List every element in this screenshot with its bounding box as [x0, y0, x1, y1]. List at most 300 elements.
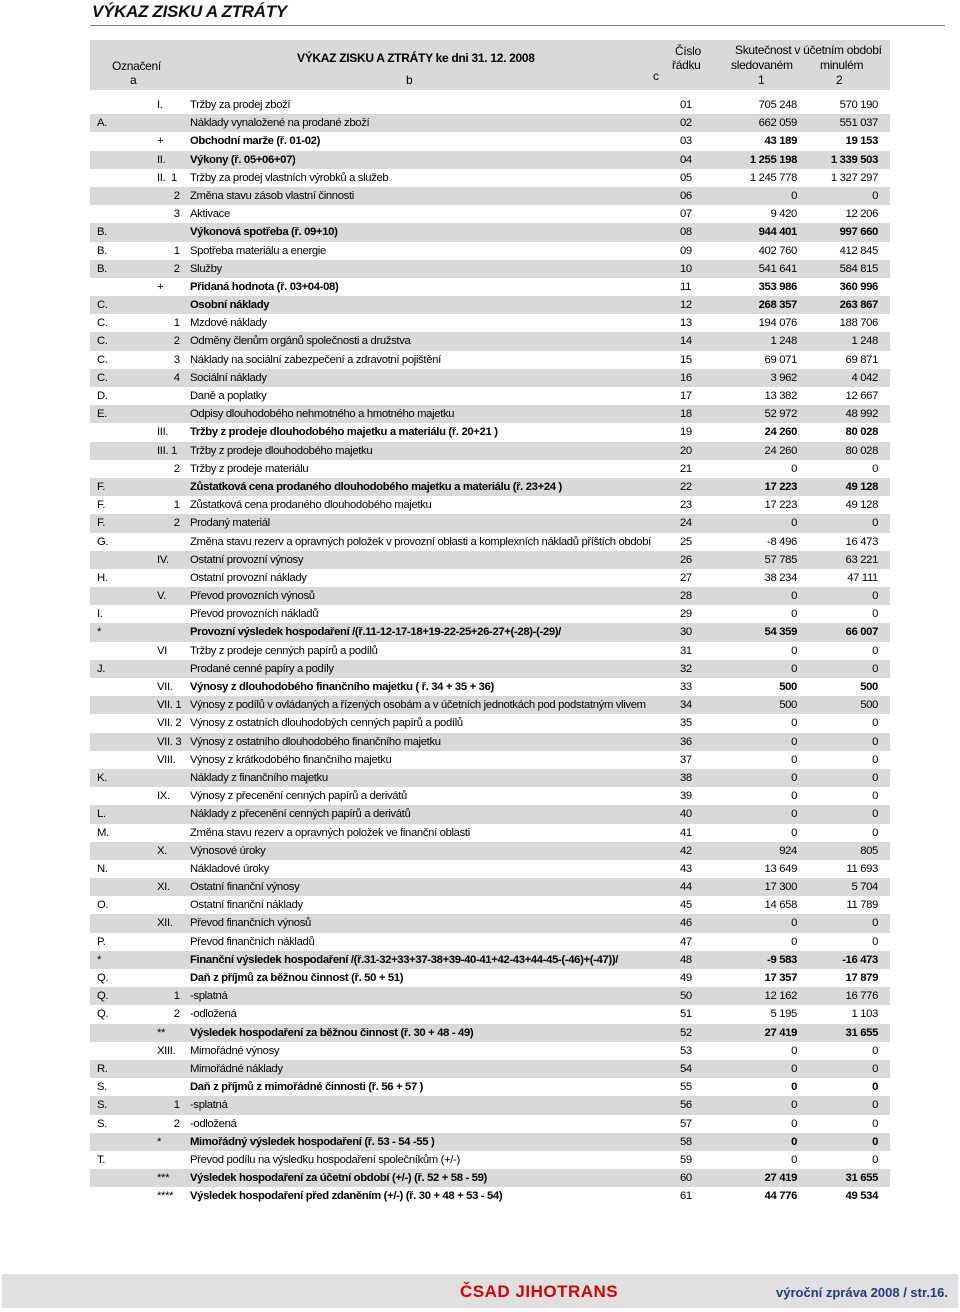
row-label: Zůstatková cena prodaného dlouhodobého majetku a materiálu (ř. 23+24 )	[190, 480, 562, 493]
row-mark: L.	[97, 808, 106, 821]
row-number: 01	[680, 99, 692, 111]
row-number: 43	[680, 862, 692, 875]
row-subindex: 1	[157, 317, 180, 330]
value-previous-period: 16 473	[845, 535, 878, 548]
row-mark: Q.	[97, 972, 109, 984]
value-current-period: 0	[791, 1153, 797, 1166]
header-label-skutecnost: Skutečnost v účetním období	[735, 43, 882, 57]
value-current-period: 0	[791, 735, 797, 748]
row-mark: M.	[97, 826, 109, 839]
value-previous-period: 31 655	[845, 1172, 878, 1185]
value-current-period: 500	[779, 699, 797, 712]
row-number: 21	[680, 462, 692, 475]
header-label-col1: 1	[758, 73, 765, 87]
table-row	[90, 387, 890, 405]
row-number: 56	[680, 1099, 692, 1112]
value-current-period: 52 972	[764, 408, 797, 421]
row-mark: B.	[97, 262, 107, 275]
value-previous-period: 0	[872, 808, 878, 821]
row-mark: A.	[97, 117, 107, 130]
row-number: 47	[680, 935, 692, 948]
row-mark: G.	[97, 535, 109, 548]
row-label: Mimořádné náklady	[190, 1062, 283, 1075]
row-label: Mzdové náklady	[190, 317, 267, 330]
row-label: Změna stavu rezerv a opravných položek ve finanční oblasti	[190, 826, 470, 839]
value-current-period: 13 649	[764, 862, 797, 875]
table-row	[90, 1024, 890, 1042]
row-subindex: 4	[157, 371, 180, 384]
row-subindex: 2	[157, 517, 180, 530]
value-current-period: 0	[791, 1044, 797, 1057]
row-number: 51	[680, 1008, 692, 1021]
value-current-period: 0	[791, 1081, 797, 1094]
table-row	[90, 278, 890, 296]
value-previous-period: 1 248	[851, 335, 878, 348]
row-number: 02	[680, 117, 692, 130]
row-label: Výkonová spotřeba (ř. 09+10)	[190, 226, 338, 239]
value-previous-period: 4 042	[851, 371, 878, 384]
row-subindex: 1	[157, 499, 180, 512]
table-row	[90, 296, 890, 314]
row-label: Služby	[190, 262, 222, 275]
value-previous-period: 47 111	[847, 571, 878, 584]
value-previous-period: 0	[872, 735, 878, 748]
row-label: Aktivace	[190, 208, 230, 221]
value-current-period: 27 419	[764, 1172, 797, 1185]
row-label: -odložená	[190, 1117, 237, 1130]
table-row	[90, 314, 890, 332]
row-mark: B.	[97, 226, 107, 239]
table-row	[90, 569, 890, 587]
table-row	[90, 769, 890, 787]
header-label-minulem: minulém	[820, 58, 864, 72]
header-label-b: b	[406, 73, 413, 87]
row-mark: C.	[97, 317, 108, 330]
value-current-period: 0	[791, 917, 797, 930]
value-previous-period: 49 128	[845, 499, 878, 512]
value-current-period: 24 260	[764, 444, 797, 457]
table-row	[90, 423, 890, 441]
row-number: 53	[680, 1044, 692, 1057]
table-row	[90, 151, 890, 169]
value-previous-period: 0	[872, 662, 878, 675]
row-number: 61	[680, 1190, 692, 1203]
row-label: Ostatní provozní výnosy	[190, 553, 304, 566]
row-subindex: XII.	[157, 917, 173, 930]
row-label: -splatná	[190, 990, 228, 1003]
table-row	[90, 623, 890, 641]
table-row	[90, 751, 890, 769]
value-previous-period: 0	[872, 517, 878, 530]
row-label: Sociální náklady	[190, 371, 267, 384]
value-previous-period: 80 028	[845, 426, 878, 439]
table-row	[90, 1096, 890, 1114]
row-number: 16	[680, 371, 692, 384]
value-current-period: 924	[779, 844, 797, 857]
value-previous-period: 584 815	[839, 262, 878, 275]
table-row	[90, 1169, 890, 1187]
row-mark: N.	[97, 862, 108, 875]
row-label: Osobní náklady	[190, 299, 270, 312]
value-current-period: 0	[791, 462, 797, 475]
value-current-period: 0	[791, 826, 797, 839]
row-mark: C.	[97, 353, 108, 366]
row-subindex: X.	[157, 844, 167, 857]
row-number: 38	[680, 771, 692, 784]
row-mark: C.	[97, 299, 108, 312]
row-number: 27	[680, 571, 692, 584]
row-number: 14	[680, 335, 692, 348]
row-label: Změna stavu zásob vlastní činnosti	[190, 189, 354, 202]
value-current-period: 0	[791, 644, 797, 657]
header-report-title: VÝKAZ ZISKU A ZTRÁTY ke dni 31. 12. 2008	[297, 51, 535, 65]
value-current-period: 0	[791, 1117, 797, 1130]
value-previous-period: 0	[872, 753, 878, 766]
row-number: 41	[680, 826, 692, 839]
value-current-period: 17 223	[764, 499, 797, 512]
row-mark: K.	[97, 771, 107, 784]
row-mark: S.	[97, 1117, 107, 1130]
row-mark: S.	[97, 1099, 107, 1112]
value-previous-period: 0	[872, 608, 878, 621]
row-subindex: 2	[157, 262, 180, 275]
value-current-period: 500	[779, 681, 797, 693]
row-mark: D.	[97, 390, 108, 402]
table-row	[90, 842, 890, 860]
header-label-oznaceni: Označení	[112, 59, 161, 73]
row-label: Odpisy dlouhodobého nehmotného a hmotného majetku	[190, 408, 455, 421]
table-row	[90, 1042, 890, 1060]
value-previous-period: 0	[872, 771, 878, 784]
value-current-period: 0	[791, 771, 797, 784]
table-header	[90, 40, 890, 90]
value-previous-period: 0	[872, 1062, 878, 1075]
row-number: 46	[680, 917, 692, 930]
table-row	[90, 223, 890, 241]
row-subindex: IV.	[157, 553, 169, 566]
row-label: Převod provozních výnosů	[190, 590, 315, 603]
value-current-period: -9 583	[767, 953, 797, 966]
row-subindex: VII. 3	[157, 735, 182, 748]
row-label: Odměny členům orgánů společnosti a družstva	[190, 335, 411, 348]
header-label-c: c	[653, 69, 659, 83]
value-current-period: 268 357	[758, 299, 797, 312]
row-number: 25	[680, 535, 692, 548]
table-row	[90, 551, 890, 569]
row-label: -splatná	[190, 1099, 228, 1112]
value-previous-period: 997 660	[839, 226, 878, 239]
row-label: Provozní výsledek hospodaření /(ř.11-12-17-18+19-22-25+26-27+(-28)-(-29)/	[190, 626, 561, 639]
row-label: Výnosy z krátkodobého finančního majetku	[190, 753, 392, 766]
row-label: Spotřeba materiálu a energie	[190, 244, 326, 257]
row-label: Tržby z prodeje materiálu	[190, 462, 309, 475]
value-previous-period: 0	[872, 1135, 878, 1148]
row-number: 42	[680, 844, 692, 857]
row-number: 50	[680, 990, 692, 1003]
row-subindex: XI.	[157, 881, 170, 894]
value-current-period: 38 234	[764, 571, 797, 584]
table-row	[90, 896, 890, 914]
value-previous-period: 0	[872, 826, 878, 839]
page-footer	[2, 1274, 958, 1308]
row-label: Obchodní marže (ř. 01-02)	[190, 135, 320, 148]
table-row	[90, 678, 890, 696]
income-statement-table	[90, 96, 890, 1205]
row-number: 03	[680, 135, 692, 148]
value-current-period: 0	[791, 790, 797, 803]
row-number: 32	[680, 662, 692, 675]
table-row	[90, 660, 890, 678]
row-subindex: 2	[157, 1117, 180, 1130]
row-number: 26	[680, 553, 692, 566]
table-row	[90, 987, 890, 1005]
footer-brand: ČSAD JIHOTRANS	[460, 1282, 619, 1301]
value-current-period: 0	[791, 1062, 797, 1075]
row-subindex: I.	[157, 99, 163, 111]
row-mark: Q.	[97, 990, 109, 1003]
row-subindex: 2	[157, 1008, 180, 1021]
row-mark: O.	[97, 899, 109, 912]
value-current-period: 1 255 198	[749, 153, 797, 166]
row-mark: C.	[97, 335, 108, 348]
row-number: 39	[680, 790, 692, 803]
row-subindex: ***	[157, 1172, 170, 1185]
row-number: 17	[680, 390, 692, 402]
row-number: 05	[680, 171, 692, 184]
row-subindex: 2	[157, 462, 180, 475]
row-subindex: 3	[157, 208, 180, 221]
value-current-period: 57 785	[764, 553, 797, 566]
value-previous-period: 69 871	[845, 353, 878, 366]
row-subindex: ****	[157, 1190, 174, 1203]
row-mark: T.	[97, 1153, 106, 1166]
row-subindex: 2	[157, 335, 180, 348]
row-label: Převod finančních výnosů	[190, 917, 311, 930]
table-row	[90, 242, 890, 260]
value-previous-period: 12 206	[845, 208, 878, 221]
value-previous-period: 0	[872, 1044, 878, 1057]
row-mark: C.	[97, 371, 108, 384]
row-label: Výnosové úroky	[190, 844, 266, 857]
value-current-period: 944 401	[758, 226, 797, 239]
table-row	[90, 478, 890, 496]
value-current-period: 13 382	[764, 390, 797, 402]
row-mark: *	[97, 626, 102, 639]
row-number: 24	[680, 517, 692, 530]
value-current-period: 0	[791, 717, 797, 730]
row-number: 06	[680, 189, 692, 202]
table-row	[90, 1133, 890, 1151]
row-subindex: **	[157, 1026, 166, 1039]
value-current-period: 0	[791, 189, 797, 202]
table-row	[90, 1151, 890, 1169]
row-subindex: 1	[157, 244, 180, 257]
title-divider	[90, 25, 945, 26]
table-row	[90, 1005, 890, 1023]
row-subindex: 1	[157, 1099, 180, 1112]
table-row	[90, 696, 890, 714]
value-current-period: 0	[791, 662, 797, 675]
row-number: 36	[680, 735, 692, 748]
table-row	[90, 642, 890, 660]
value-current-period: 0	[791, 935, 797, 948]
row-subindex: +	[157, 135, 164, 148]
value-previous-period: 1 339 503	[830, 153, 878, 166]
value-current-period: 0	[791, 753, 797, 766]
value-current-period: 0	[791, 517, 797, 530]
table-row	[90, 205, 890, 223]
value-current-period: 54 359	[764, 626, 797, 639]
row-number: 11	[680, 280, 692, 293]
table-row	[90, 496, 890, 514]
row-subindex: 3	[157, 353, 180, 366]
row-number: 22	[680, 480, 692, 493]
table-row	[90, 587, 890, 605]
value-previous-period: 11 789	[846, 899, 878, 912]
row-subindex: *	[157, 1135, 162, 1148]
row-mark: F.	[97, 499, 106, 512]
table-row	[90, 969, 890, 987]
value-current-period: 12 162	[764, 990, 797, 1003]
value-current-period: 0	[791, 1099, 797, 1112]
value-current-period: 3 962	[770, 371, 797, 384]
row-label: Tržby z prodeje dlouhodobého majetku	[190, 444, 373, 457]
row-mark: F.	[97, 517, 106, 530]
table-row	[90, 878, 890, 896]
table-row	[90, 514, 890, 532]
value-previous-period: 0	[872, 462, 878, 475]
value-current-period: 44 776	[764, 1190, 797, 1203]
row-label: Ostatní finanční výnosy	[190, 881, 300, 894]
row-label: Tržby za prodej zboží	[190, 99, 291, 111]
row-number: 35	[680, 717, 692, 730]
table-row	[90, 824, 890, 842]
table-row	[90, 332, 890, 350]
table-row	[90, 787, 890, 805]
value-previous-period: 0	[872, 590, 878, 603]
value-previous-period: 19 153	[845, 135, 878, 148]
row-number: 34	[680, 699, 692, 712]
row-label: Prodané cenné papíry a podíly	[190, 662, 334, 675]
row-number: 52	[680, 1026, 692, 1039]
table-row	[90, 860, 890, 878]
row-label: Výsledek hospodaření za běžnou činnost (ř. 30 + 48 - 49)	[190, 1026, 474, 1039]
row-number: 15	[680, 353, 692, 366]
row-number: 20	[680, 444, 692, 457]
value-previous-period: 1 327 297	[830, 171, 878, 184]
row-label: Převod provozních nákladů	[190, 608, 319, 621]
value-previous-period: 551 037	[839, 117, 878, 130]
row-subindex: VII. 2	[157, 717, 182, 730]
value-previous-period: 360 996	[839, 280, 878, 293]
row-subindex: II.	[157, 153, 166, 166]
row-label: Tržby z prodeje dlouhodobého majetku a materiálu (ř. 20+21 )	[190, 426, 498, 439]
value-previous-period: 0	[872, 1117, 878, 1130]
table-row	[90, 533, 890, 551]
row-subindex: IX.	[157, 790, 170, 803]
table-row	[90, 96, 890, 114]
header-label-radku: řádku	[672, 58, 701, 72]
row-number: 33	[680, 681, 692, 693]
row-label: Přidaná hodnota (ř. 03+04-08)	[190, 280, 339, 293]
row-subindex: III.	[157, 426, 169, 439]
value-previous-period: 48 992	[845, 408, 878, 421]
value-previous-period: 63 221	[845, 553, 878, 566]
value-current-period: 705 248	[758, 99, 797, 111]
row-number: 19	[680, 426, 692, 439]
row-label: Náklady na sociální zabezpečení a zdravotní pojištění	[190, 353, 441, 366]
value-current-period: 402 760	[758, 244, 797, 257]
row-subindex: VIII.	[157, 753, 176, 766]
row-subindex: 1	[157, 990, 180, 1003]
row-number: 28	[680, 590, 692, 603]
row-mark: H.	[97, 571, 108, 584]
row-label: Výnosy z přecenění cenných papírů a derivátů	[190, 790, 407, 803]
row-label: -odložená	[190, 1008, 237, 1021]
value-previous-period: 66 007	[845, 626, 878, 639]
row-number: 10	[680, 262, 692, 275]
row-label: Náklady z finančního majetku	[190, 771, 328, 784]
row-mark: B.	[97, 244, 107, 257]
row-mark: F.	[97, 480, 106, 493]
row-number: 13	[680, 317, 692, 330]
row-label: Tržby z prodeje cenných papírů a podílů	[190, 644, 378, 657]
row-number: 55	[680, 1081, 692, 1094]
table-row	[90, 351, 890, 369]
row-number: 48	[680, 953, 692, 966]
value-current-period: 17 357	[764, 972, 797, 984]
value-current-period: 662 059	[758, 117, 797, 130]
row-label: Náklady z přecenění cenných papírů a derivátů	[190, 808, 411, 821]
header-label-col2: 2	[836, 73, 843, 87]
value-current-period: 194 076	[758, 317, 797, 330]
row-number: 60	[680, 1172, 692, 1185]
row-number: 30	[680, 626, 692, 639]
row-label: Prodaný materiál	[190, 517, 270, 530]
row-label: Změna stavu rezerv a opravných položek v provozní oblasti a komplexních nákladů příštích období	[190, 535, 651, 548]
row-number: 09	[680, 244, 692, 257]
row-number: 08	[680, 226, 692, 239]
row-label: Výnosy z ostatních dlouhodobých cenných papírů a podílů	[190, 717, 463, 730]
value-previous-period: 0	[872, 717, 878, 730]
row-label: Výsledek hospodaření před zdaněním (+/-) (ř. 30 + 48 + 53 - 54)	[190, 1190, 503, 1203]
row-label: Ostatní finanční náklady	[190, 899, 303, 912]
row-label: Mimořádný výsledek hospodaření (ř. 53 - 54 -55 )	[190, 1135, 435, 1148]
value-previous-period: 0	[872, 644, 878, 657]
value-previous-period: 0	[872, 1099, 878, 1112]
table-row	[90, 1115, 890, 1133]
value-previous-period: 0	[872, 189, 878, 202]
row-label: Ostatní provozní náklady	[190, 571, 307, 584]
row-mark: Q.	[97, 1008, 109, 1021]
table-row	[90, 442, 890, 460]
row-label: Daně a poplatky	[190, 390, 267, 402]
value-current-period: 0	[791, 1135, 797, 1148]
table-row	[90, 114, 890, 132]
value-current-period: 9 420	[770, 208, 797, 221]
value-current-period: 43 189	[764, 135, 797, 148]
value-previous-period: 0	[872, 917, 878, 930]
table-row	[90, 805, 890, 823]
row-number: 44	[680, 881, 692, 894]
table-row	[90, 369, 890, 387]
header-label-cislo: Číslo	[675, 44, 701, 58]
table-row	[90, 460, 890, 478]
row-label: Finanční výsledek hospodaření /(ř.31-32+33+37-38+39-40-41+42-43+44-45-(-46)+(-47))/	[190, 953, 619, 966]
row-label: Výnosy z ostatního dlouhodobého finančního majetku	[190, 735, 441, 748]
row-subindex: III. 1	[157, 444, 177, 457]
value-previous-period: 0	[872, 1153, 878, 1166]
